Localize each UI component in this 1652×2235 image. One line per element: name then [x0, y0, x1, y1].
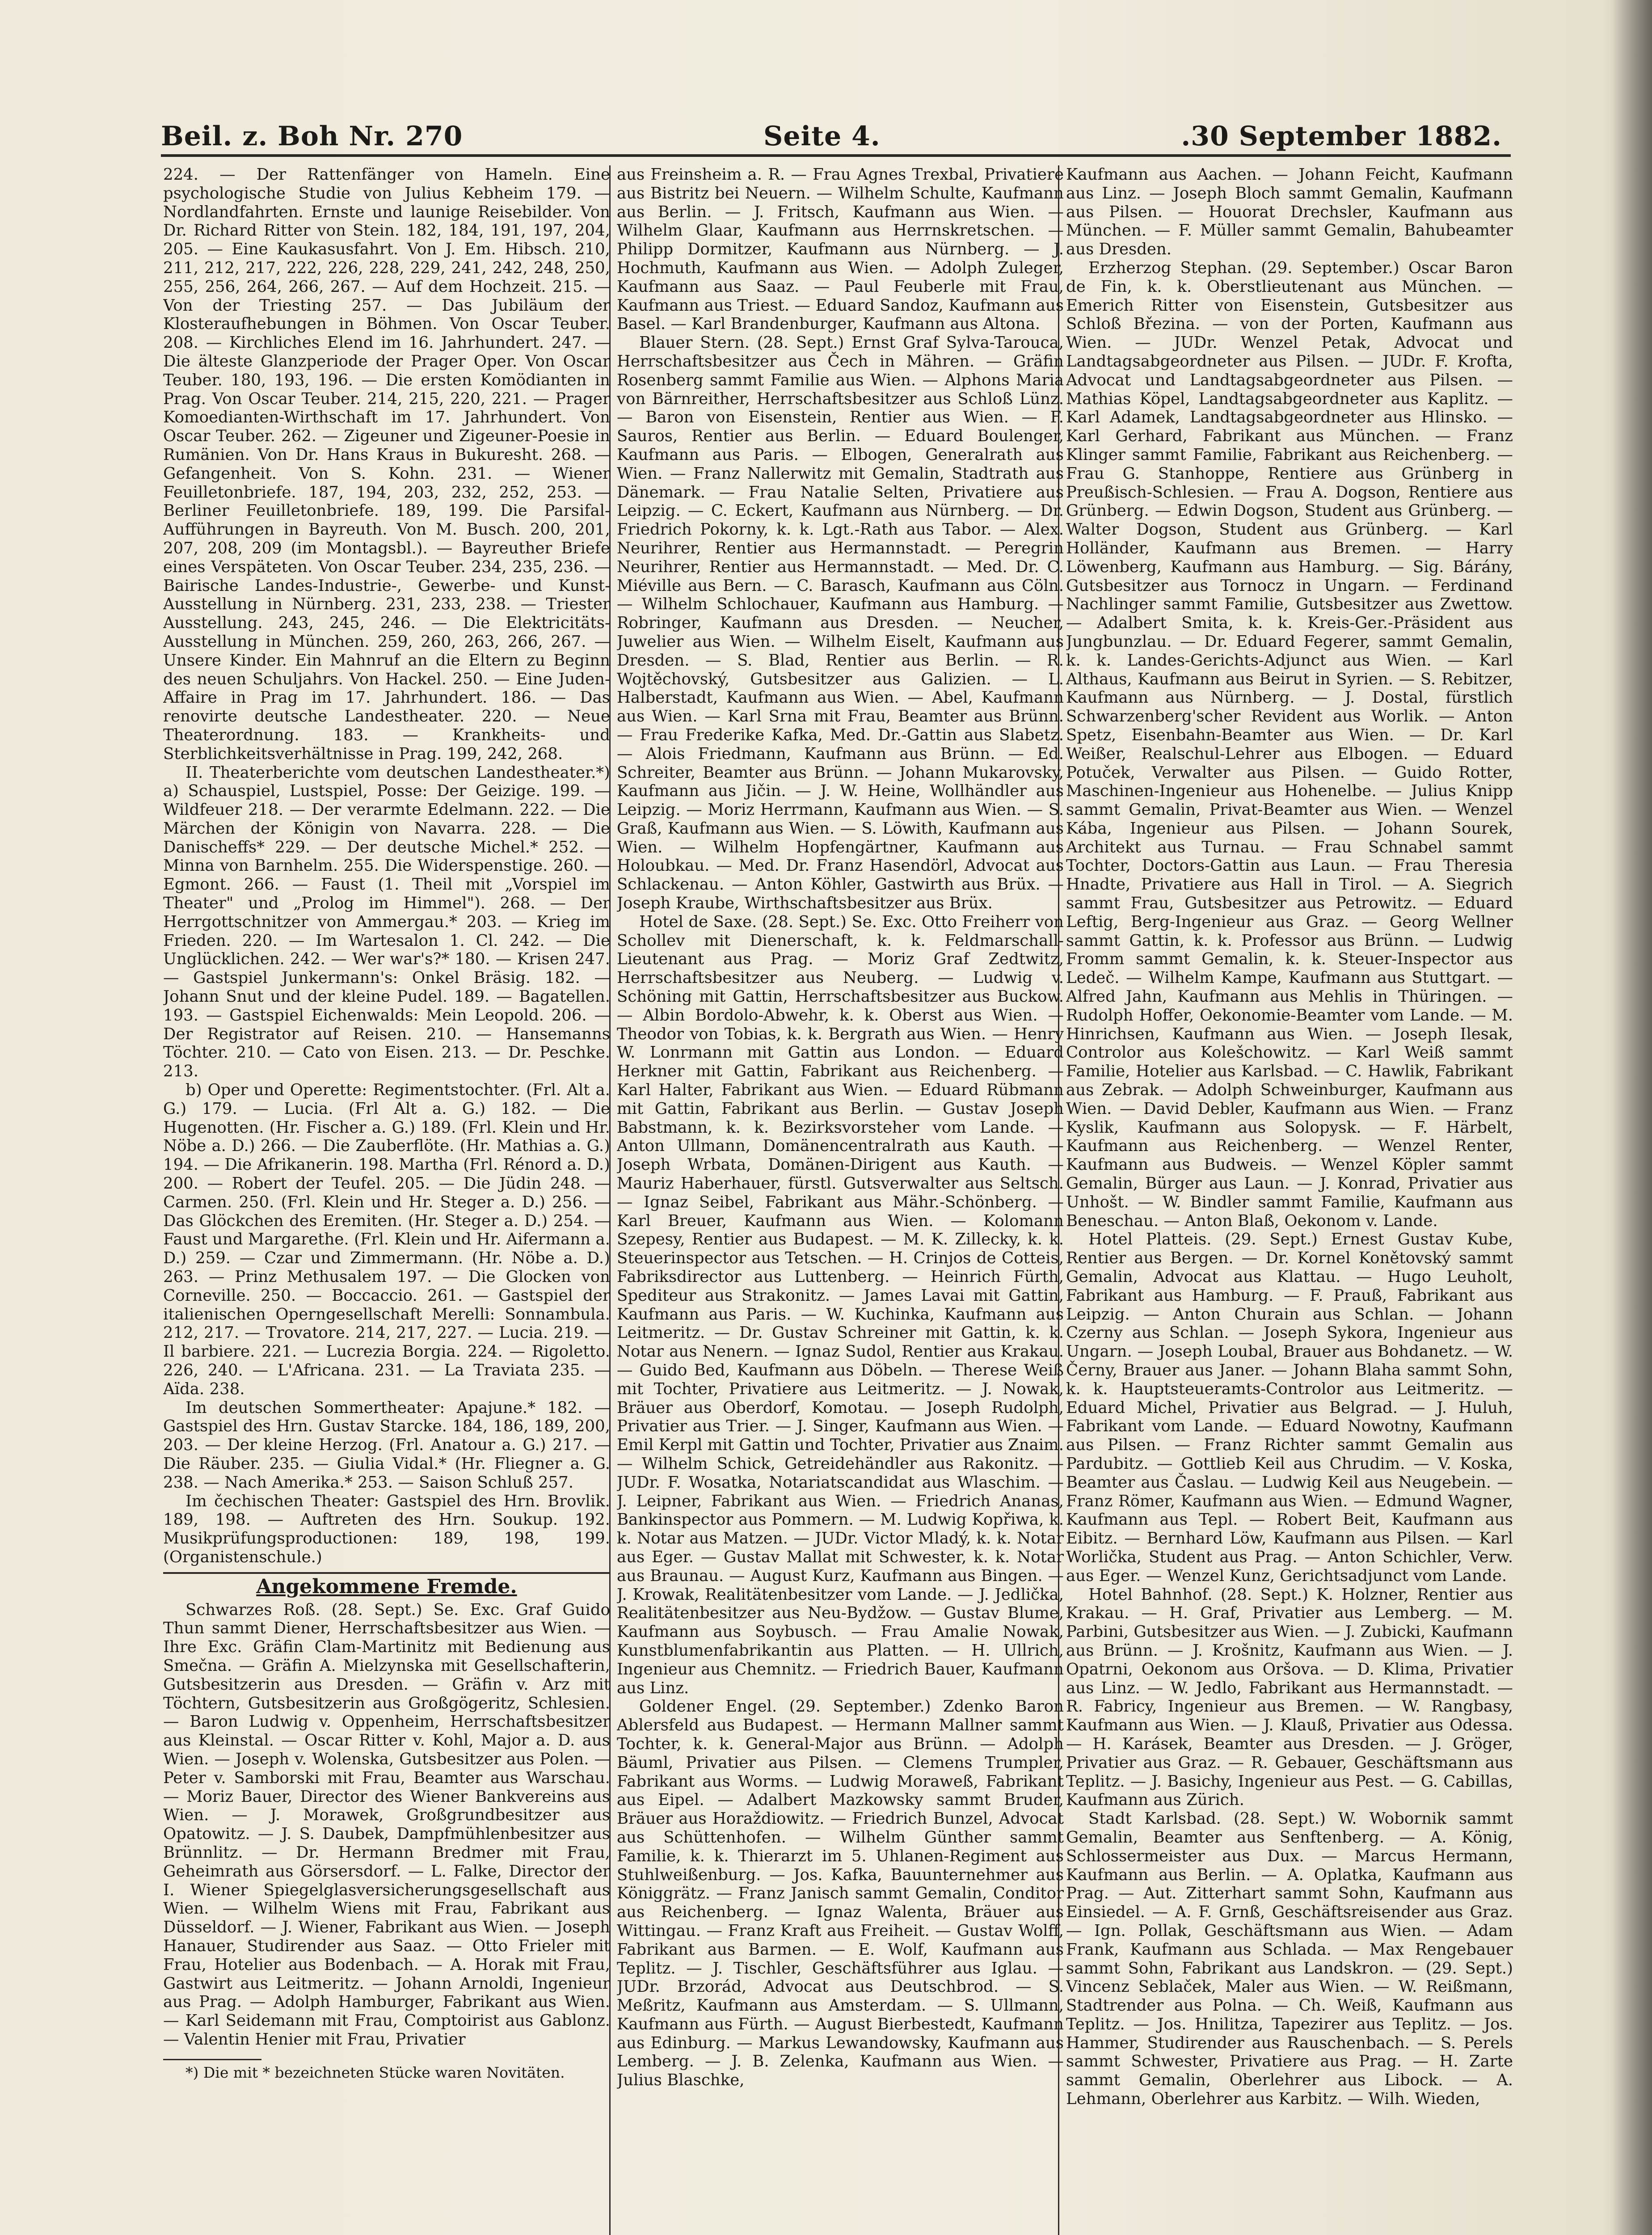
- section-rule: [163, 1572, 610, 1574]
- footnote-rule: [163, 2059, 261, 2060]
- hotel-entry-de-saxe: Hotel de Saxe. (28. Sept.) Se. Exc. Otto Freiherr von Schollev mit Dienerschaft, k. k. Feldmarschall-Lieutenant aus Prag. — Moriz Graf Zedtwitz, Herrschaftsbesitzer aus Neuberg. — Ludwig v. Schöning mit Gattin, Herrschaftsbesitzer aus Buckow. — Albin Bordolo-Abwehr, k. k. Oberst aus Wien. — Theodor von Tobias, k. k. Bergrath aus Wien. — Henry W. Lonrmann mit Gattin aus London. — Eduard Herkner mit Gattin, Fabrikant aus Reichenberg. — Karl Halter, Fabrikant aus Wien. — Eduard Rübmann mit Gattin, Fabrikant aus Berlin. — Gustav Joseph Babstmann, k. k. Bezirksvorsteher vom Lande. — Anton Ullmann, Domänencentralrath aus Kauth. — Joseph Wrbata, Domänen-Dirigent aus Kauth. — Mauriz Haberhauer, fürstl. Gutsverwalter aus Seltsch. — Ignaz Seibel, Fabrikant aus Mähr.-Schönberg. — Karl Breuer, Kaufmann aus Wien. — Kolomann Szepesy, Rentier aus Budapest. — M. K. Zillecky, k. k. Steuerinspector aus Tetschen. — H. Crinjos de Cotteis, Fabriksdirector aus Luttenberg. — Heinrich Fürth, Spediteur aus Strakonitz. — James Lavai mit Gattin, Kaufmann aus Paris. — W. Kuchinka, Kaufmann aus Leitmeritz. — Dr. Gustav Schreiner mit Gattin, k. k. Notar aus Nenern. — Ignaz Sudol, Rentier aus Krakau. — Guido Bed, Kaufmann aus Döbeln. — Therese Weiß mit Tochter, Privatiere aus Leitmeritz. — J. Nowak, Bräuer aus Oberdorf, Komotau. — Joseph Rudolph, Privatier aus Trier. — J. Singer, Kaufmann aus Wien. — Emil Kerpl mit Gattin und Tochter, Privatier aus Znaim. — Wilhelm Schick, Getreidehändler aus Rakonitz. — JUDr. F. Wosatka, Notariatscandidat aus Wlaschim. — J. Leipner, Fabrikant aus Wien. — Friedrich Ananas, Bankinspector aus Pommern. — M. Ludwig Kopřiwa, k. k. Notar aus Matzen. — JUDr. Victor Mladý, k. k. Notar aus Eger. — Gustav Mallat mit Schwester, k. k. Notar aus Braunau. — August Kurz, Kaufmann aus Bingen. — J. Krowak, Realitätenbesitzer vom Lande. — J. Jedlička, Realitätenbesitzer aus Neu-Bydžow. — Gustav Blume, Kaufmann aus Soybusch. — Frau Amalie Nowak, Kunstblumenfabrikantin aus Platten. — H. Ullrich, Ingenieur aus Chemnitz. — Friedrich Bauer, Kaufmann aus Linz.: [617, 912, 1064, 1697]
- hotel-entry-goldener-engel: Goldener Engel. (29. September.) Zdenko Baron Ablersfeld aus Budapest. — Hermann Mallner sammt Tochter, k. k. General-Major aus Brünn. — Adolph Bäuml, Privatier aus Pilsen. — Clemens Trumpler, Fabrikant aus Worms. — Ludwig Moraweß, Fabrikant aus Eipel. — Adalbert Mazkowsky sammt Bruder, Bräuer aus Horaždiowitz. — Friedrich Bunzel, Advocat aus Schüttenhofen. — Wilhelm Günther sammt Familie, k. k. Thierarzt im 5. Uhlanen-Regiment aus Stuhlweißenburg. — Jos. Kafka, Bauunternehmer aus Königgrätz. — Franz Janisch sammt Gemalin, Conditor aus Reichenberg. — Ignaz Walenta, Bräuer aus Wittingau. — Franz Kraft aus Freiheit. — Gustav Wolff, Fabrikant aus Barmen. — E. Wolf, Kaufmann aus Teplitz. — J. Tischler, Geschäftsführer aus Iglau. — JUDr. Brzorád, Advocat aus Deutschbrod. — S. Meßritz, Kaufmann aus Amsterdam. — S. Ullmann, Kaufmann aus Fürth. — August Bierbestedt, Kaufmann aus Edinburg. — Markus Lewandowsky, Kaufmann aus Lemberg. — J. B. Zelenka, Kaufmann aus Wien. — Julius Blaschke,: [617, 1697, 1064, 2090]
- header-rule: [161, 154, 1511, 157]
- header-left: Beil. z. Boh Nr. 270: [161, 121, 463, 152]
- column-3: [1066, 165, 1513, 2235]
- hotel-entry-bahnhof: Hotel Bahnhof. (28. Sept.) K. Holzner, Rentier aus Krakau. — H. Graf, Privatier aus Lemberg. — M. Parbini, Gutsbesitzer aus Wien. — J. Zubicki, Kaufmann aus Brünn. — J. Krošnitz, Kaufmann aus Wien. — J. Opatrni, Oekonom aus Oršova. — D. Klima, Privatier aus Linz. — W. Jedlo, Fabrikant aus Hermannstadt. — R. Fabricy, Ingenieur aus Bremen. — W. Rangbasy, Kaufmann aus Wien. — J. Klauß, Privatier aus Odessa. — H. Karásek, Beamter aus Dresden. — J. Gröger, Privatier aus Graz. — R. Gebauer, Geschäftsmann aus Teplitz. — J. Basichy, Ingenieur aus Pest. — G. Cabillas, Kaufmann aus Zürich.: [1066, 1585, 1513, 1809]
- guest-list-continued: aus Freinsheim a. R. — Frau Agnes Trexbal, Privatiere aus Bistritz bei Neuern. — Wilhelm Schulte, Kaufmann aus Berlin. — J. Fritsch, Kaufmann aus Wien. — Wilhelm Glaar, Kaufmann aus Herrnskretschen. — Philipp Dormitzer, Kaufmann aus Nürnberg. — J. Hochmuth, Kaufmann aus Wien. — Adolph Zuleger, Kaufmann aus Saaz. — Paul Feuberle mit Frau, Kaufmann aus Triest. — Eduard Sandoz, Kaufmann aus Basel. — Karl Brandenburger, Kaufmann aus Altona.: [617, 165, 1064, 333]
- index-entries: 224. — Der Rattenfänger von Hameln. Eine psychologische Studie von Julius Kebheim 179. — Nordlandfahrten. Ernste und launige Reisebilder. Von Dr. Richard Ritter von Stein. 182, 184, 191, 197, 204, 205. — Eine Kaukasusfahrt. Von J. Em. Hibsch. 210, 211, 212, 217, 222, 226, 228, 229, 241, 242, 248, 250, 255, 256, 264, 266, 267. — Auf dem Hochzeit. 215. — Von der Triesting 257. — Das Jubiläum der Klosteraufhebungen in Böhmen. Von Oscar Teuber. 208. — Kirchliches Elend im 16. Jahrhundert. 247. — Die älteste Glanzperiode der Prager Oper. Von Oscar Teuber. 180, 193, 196. — Die ersten Komödianten in Prag. Von Oscar Teuber. 214, 215, 220, 221. — Prager Komoedianten-Wirthschaft im 17. Jahrhundert. Von Oscar Teuber. 262. — Zigeuner und Zigeuner-Poesie in Rumänien. Von Dr. Hans Kraus in Bukuresht. 268. — Gefangenheit. Von S. Kohn. 231. — Wiener Feuilletonbriefe. 187, 194, 203, 232, 252, 253. — Berliner Feuilletonbriefe. 189, 199. Die Parsifal-Aufführungen in Bayreuth. Von M. Busch. 200, 201, 207, 208, 209 (im Montagsbl.). — Bayreuther Briefe eines Verspäteten. Von Oscar Teuber. 234, 235, 236. — Bairische Landes-Industrie-, Gewerbe- und Kunst-Ausstellung in Nürnberg. 231, 233, 238. — Triester Ausstellung. 243, 245, 246. — Die Elektricitäts-Ausstellung in München. 259, 260, 263, 266, 267. — Unsere Kinder. Ein Mahnruf an die Eltern zu Beginn des neuen Schuljahrs. Von Hackel. 250. — Eine Juden-Affaire in Prag im 17. Jahrhundert. 186. — Das renovirte deutsche Landestheater. 220. — Neue Theaterordnung. 183. — Krankheits- und Sterblichkeitsverhältnisse in Prag. 199, 242, 268.: [163, 165, 610, 763]
- summer-theater: Im deutschen Sommertheater: Apajune.* 182. — Gastspiel des Hrn. Gustav Starcke. 184, 186, 189, 200, 203. — Der kleine Herzog. (Frl. Anatour a. G.) 217. — Die Räuber. 235. — Giulia Vidal.* (Hr. Fliegner a. G. 238. — Nach Amerika.* 253. — Saison Schluß 257.: [163, 1398, 610, 1492]
- guest-list-continued-2: Kaufmann aus Aachen. — Johann Feicht, Kaufmann aus Linz. — Joseph Bloch sammt Gemalin, Kaufmann aus Pilsen. — Houorat Drechsler, Kaufmann aus München. — F. Müller sammt Gemalin, Bahubeamter aus Dresden.: [1066, 165, 1513, 259]
- hotel-entry-erzherzog-stephan: Erzherzog Stephan. (29. September.) Oscar Baron de Fin, k. k. Oberstlieutenant aus München. — Emerich Ritter von Eisenstein, Gutsbesitzer aus Schloß Březina. — von der Porten, Kaufmann aus Wien. — JUDr. Wenzel Petak, Advocat und Landtagsabgeordneter aus Pilsen. — JUDr. F. Krofta, Advocat und Landtagsabgeordneter aus Pilsen. — Mathias Köpel, Landtagsabgeordneter aus Kaplitz. — Karl Adamek, Landtagsabgeordneter aus Hlinsko. — Karl Gerhard, Fabrikant aus München. — Franz Klinger sammt Familie, Fabrikant aus Reichenberg. — Frau G. Stanhoppe, Rentiere aus Grünberg in Preußisch-Schlesien. — Frau A. Dogson, Rentiere aus Grünberg. — Edwin Dogson, Student aus Grünberg. — Walter Dogson, Student aus Grünberg. — Karl Holländer, Kaufmann aus Bremen. — Harry Löwenberg, Kaufmann aus Hamburg. — Sig. Bárány, Gutsbesitzer aus Tornocz in Ungarn. — Ferdinand Nachlinger sammt Familie, Gutsbesitzer aus Zwettow. — Adalbert Smita, k. k. Kreis-Ger.-Präsident aus Jungbunzlau. — Dr. Eduard Fegerer, sammt Gemalin, k. k. Landes-Gerichts-Adjunct aus Wien. — Karl Althaus, Kaufmann aus Beirut in Syrien. — S. Rebitzer, Kaufmann aus Nürnberg. — J. Dostal, fürstlich Schwarzenberg'scher Revident aus Worlik. — Anton Spetz, Eisenbahn-Beamter aus Wien. — Dr. Karl Weißer, Realschul-Lehrer aus Elbogen. — Eduard Potuček, Verwalter aus Pilsen. — Guido Rotter, Maschinen-Ingenieur aus Hohenelbe. — Julius Knipp sammt Gemalin, Privat-Beamter aus Wien. — Wenzel Kába, Ingenieur aus Pilsen. — Johann Sourek, Architekt aus Turnau. — Frau Schnabel sammt Tochter, Doctors-Gattin aus Laun. — Frau Theresia Hnadte, Privatiere aus Hall in Tirol. — A. Siegrich sammt Frau, Gutsbesitzer aus Petrowitz. — Eduard Leftig, Berg-Ingenieur aus Graz. — Georg Wellner sammt Gattin, k. k. Professor aus Brünn. — Ludwig Fromm sammt Gemalin, k. k. Steuer-Inspector aus Ledeč. — Wilhelm Kampe, Kaufmann aus Stuttgart. — Alfred Jahn, Kaufmann aus Mehlis in Thüringen. — Rudolph Hoffer, Oekonomie-Beamter vom Lande. — M. Hinrichsen, Kaufmann aus Wien. — Joseph Ilesak, Controlor aus Kolešchowitz. — Karl Weiß sammt Familie, Hotelier aus Karlsbad. — C. Hawlik, Fabrikant aus Zebrak. — Adolph Schweinburger, Kaufmann aus Wien. — David Debler, Kaufmann aus Wien. — Franz Kyslik, Kaufmann aus Solopysk. — F. Härbelt, Kaufmann aus Reichenberg. — Wenzel Renter, Kaufmann aus Budweis. — Wenzel Köpler sammt Gemalin, Bürger aus Laun. — J. Konrad, Privatier aus Unhošt. — W. Bindler sammt Familie, Kaufmann aus Beneschau. — Anton Blaß, Oekonom v. Lande.: [1066, 258, 1513, 1230]
- page-edge-shadow: [1612, 0, 1652, 2235]
- page-header: [161, 107, 1502, 152]
- hotel-entry-stadt-karlsbad: Stadt Karlsbad. (28. Sept.) W. Wobornik sammt Gemalin, Beamter aus Senftenberg. — A. König, Schlossermeister aus Dux. — Marcus Hermann, Kaufmann aus Berlin. — A. Oplatka, Kaufmann aus Prag. — Aut. Zitterhart sammt Sohn, Kaufmann aus Einsiedel. — A. F. Grnß, Geschäftsreisender aus Graz. — Ign. Pollak, Geschäftsmann aus Wien. — Adam Frank, Kaufmann aus Schlada. — Max Rengebauer sammt Sohn, Fabrikant aus Landskron. — (29. Sept.) Vincenz Seblaček, Maler aus Wien. — W. Reißmann, Stadtrender aus Polna. — Ch. Weiß, Kaufmann aus Teplitz. — Jos. Hnilitza, Tapezirer aus Teplitz. — Jos. Hammer, Studirender aus Rauschenbach. — S. Perels sammt Schwester, Privatiere aus Prag. — H. Zarte sammt Gemalin, Oberlehrer aus Libock. — A. Lehmann, Oberlehrer aus Karbitz. — Wilh. Wieden,: [1066, 1809, 1513, 2108]
- header-right: .30 September 1882.: [1181, 121, 1502, 152]
- section-title: Angekommene Fremde.: [256, 1575, 517, 1598]
- column-2: [617, 165, 1064, 2235]
- opera-reports: b) Oper und Operette: Regimentstochter. (Frl. Alt a. G.) 179. — Lucia. (Frl Alt a. G.) 182. — Die Hugenotten. (Hr. Fischer a. G.) 189. (Frl. Klein und Hr. Nöbe a. D.) 266. — Die Zauberflöte. (Hr. Mathias a. G.) 194. — Die Afrikanerin. 198. Martha (Frl. Rénord a. D.) 200. — Robert der Teufel. 205. — Die Jüdin 248. — Carmen. 250. (Frl. Klein und Hr. Steger a. D.) 256. — Das Glöckchen des Eremiten. (Hr. Steger a. D.) 254. — Faust und Margarethe. (Frl. Klein und Hr. Aifermann a. D.) 259. — Czar und Zimmermann. (Hr. Nöbe a. D.) 263. — Prinz Methusalem 197. — Die Glocken von Corneville. 250. — Boccaccio. 261. — Gastspiel der italienischen Operngesellschaft Merelli: Sonnambula. 212, 217. — Trovatore. 214, 217, 227. — Lucia. 219. — Il barbiere. 221. — Lucrezia Borgia. 224. — Rigoletto. 226, 240. — L'Africana. 231. — La Traviata 235. — Aïda. 238.: [163, 1081, 610, 1398]
- footnote: *) Die mit * bezeichneten Stücke waren Novitäten.: [185, 2063, 565, 2081]
- column-1: [163, 165, 610, 2235]
- czech-theater: Im čechischen Theater: Gastspiel des Hrn. Brovlik. 189, 198. — Auftreten des Hrn. Soukup. 192. Musikprüfungsproductionen: 189, 198, 199. (Organistenschule.): [163, 1492, 610, 1566]
- hotel-entry-schwarzes-ross: Schwarzes Roß. (28. Sept.) Se. Exc. Graf Guido Thun sammt Diener, Herrschaftsbesitzer aus Wien. — Ihre Exc. Gräfin Clam-Martinitz mit Bedienung aus Smečna. — Gräfin A. Mielzynska mit Gesellschafterin, Gutsbesitzerin aus Dresden. — Gräfin v. Arz mit Töchtern, Gutsbesitzerin aus Großgögeritz, Schlesien. — Baron Ludwig v. Oppenheim, Herrschaftsbesitzer aus Kleinstal. — Oscar Ritter v. Kohl, Major a. D. aus Wien. — Joseph v. Wolenska, Gutsbesitzer aus Polen. — Peter v. Samborski mit Frau, Beamter aus Warschau. — Moriz Bauer, Director des Wiener Bankvereins aus Wien. — J. Morawek, Großgrundbesitzer aus Opatowitz. — J. S. Daubek, Dampfmühlenbesitzer aus Brünnlitz. — Dr. Hermann Bredmer mit Frau, Geheimrath aus Görsersdorf. — L. Falke, Director der I. Wiener Spiegelglasversicherungsgesellschaft aus Wien. — Wilhelm Wiens mit Frau, Fabrikant aus Düsseldorf. — J. Wiener, Fabrikant aus Wien. — Joseph Hanauer, Studirender aus Saaz. — Otto Frieler mit Frau, Hotelier aus Bodenbach. — A. Horak mit Frau, Gastwirt aus Leitmeritz. — Johann Arnoldi, Ingenieur aus Prag. — Adolph Hamburger, Fabrikant aus Wien. — Karl Seidemann mit Frau, Comptoirist aus Gablonz. — Valentin Henier mit Frau, Privatier: [163, 1600, 610, 2049]
- header-center: Seite 4.: [763, 121, 881, 152]
- hotel-entry-platteis: Hotel Platteis. (29. Sept.) Ernest Gustav Kube, Rentier aus Bergen. — Dr. Kornel Konětovský sammt Gemalin, Advocat aus Klattau. — Hugo Leuholt, Fabrikant aus Hamburg. — F. Prauß, Fabrikant aus Leipzig. — Anton Churain aus Schlan. — Johann Czerny aus Schlan. — Joseph Sykora, Ingenieur aus Ungarn. — Joseph Loubal, Brauer aus Bohdanetz. — W. Černy, Brauer aus Janer. — Johann Blaha sammt Sohn, k. k. Hauptsteueramts-Controlor aus Leitmeritz. — Eduard Michel, Privatier aus Belgrad. — J. Huluh, Fabrikant vom Lande. — Eduard Nowotny, Kaufmann aus Pilsen. — Franz Richter sammt Gemalin aus Pardubitz. — Gottlieb Keil aus Chrudim. — V. Koska, Beamter aus Časlau. — Ludwig Keil aus Neugebein. — Franz Römer, Kaufmann aus Wien. — Edmund Wagner, Kaufmann aus Tepl. — Robert Beit, Kaufmann aus Eibitz. — Bernhard Löw, Kaufmann aus Pilsen. — Karl Worlička, Student aus Prag. — Anton Schichler, Verw. aus Eger. — Wenzel Kunz, Gerichtsadjunct vom Lande.: [1066, 1230, 1513, 1585]
- hotel-entry-blauer-stern: Blauer Stern. (28. Sept.) Ernst Graf Sylva-Tarouca, Herrschaftsbesitzer aus Čech in Mähren. — Gräfin Rosenberg sammt Familie aus Wien. — Alphons Maria von Bärnreither, Herrschaftsbesitzer aus Schloß Lünz. — Baron von Eisenstein, Rentier aus Wien. — F. Sauros, Rentier aus Berlin. — Eduard Boulenger, Kaufmann aus Paris. — Elbogen, Generalrath aus Wien. — Franz Nallerwitz mit Gemalin, Stadtrath aus Dänemark. — Frau Natalie Selten, Privatiere aus Leipzig. — C. Eckert, Kaufmann aus Nürnberg. — Dr. Friedrich Pokorny, k. k. Lgt.-Rath aus Tabor. — Alex. Neurihrer, Rentier aus Hermannstadt. — Peregrin Neurihrer, Rentier aus Hermannstadt. — Med. Dr. C. Miéville aus Bern. — C. Barasch, Kaufmann aus Cöln. — Wilhelm Schlochauer, Kaufmann aus Hamburg. — Robringer, Kaufmann aus Dresden. — Neucher, Juwelier aus Wien. — Wilhelm Eiselt, Kaufmann aus Dresden. — S. Blad, Rentier aus Berlin. — R. Wojtěchovský, Gutsbesitzer aus Galizien. — L. Halberstadt, Kaufmann aus Wien. — Abel, Kaufmann aus Wien. — Karl Srna mit Frau, Beamter aus Brünn. — Frau Frederike Kafka, Med. Dr.-Gattin aus Slabetz. — Alois Friedmann, Kaufmann aus Brünn. — Ed. Schreiter, Beamter aus Brünn. — Johann Mukarovsky, Kaufmann aus Jičin. — J. W. Heine, Wollhändler aus Leipzig. — Moriz Herrmann, Kaufmann aus Wien. — S. Graß, Kaufmann aus Wien. — S. Löwith, Kaufmann aus Wien. — Wilhelm Hopfengärtner, Kaufmann aus Holoubkau. — Med. Dr. Franz Hasendörl, Advocat aus Schlackenau. — Anton Köhler, Gastwirth aus Brüx. — Joseph Kraube, Wirthschaftsbesitzer aus Brüx.: [617, 333, 1064, 913]
- theater-reports: II. Theaterberichte vom deutschen Landestheater.*) a) Schauspiel, Lustspiel, Posse: Der Geizige. 199. — Wildfeuer 218. — Der verarmte Edelmann. 222. — Die Märchen der Königin von Navarra. 228. — Die Danischeffs* 229. — Der deutsche Michel.* 252. — Minna von Barnhelm. 255. Die Widerspenstige. 260. — Egmont. 266. — Faust (1. Theil mit „Vorspiel im Theater" und „Prolog im Himmel"). 268. — Der Herrgottschnitzer von Ammergau.* 203. — Krieg im Frieden. 220. — Im Wartesalon 1. Cl. 242. — Die Unglücklichen. 242. — Wer war's?* 180. — Krisen 247. — Gastspiel Junkermann's: Onkel Bräsig. 182. — Johann Snut und der kleine Pudel. 189. — Bagatellen. 193. — Gastspiel Eichenwalds: Mein Leopold. 206. — Der Registrator auf Reisen. 210. — Hansemanns Töchter. 210. — Cato von Eisen. 213. — Dr. Peschke. 213.: [163, 763, 610, 1081]
